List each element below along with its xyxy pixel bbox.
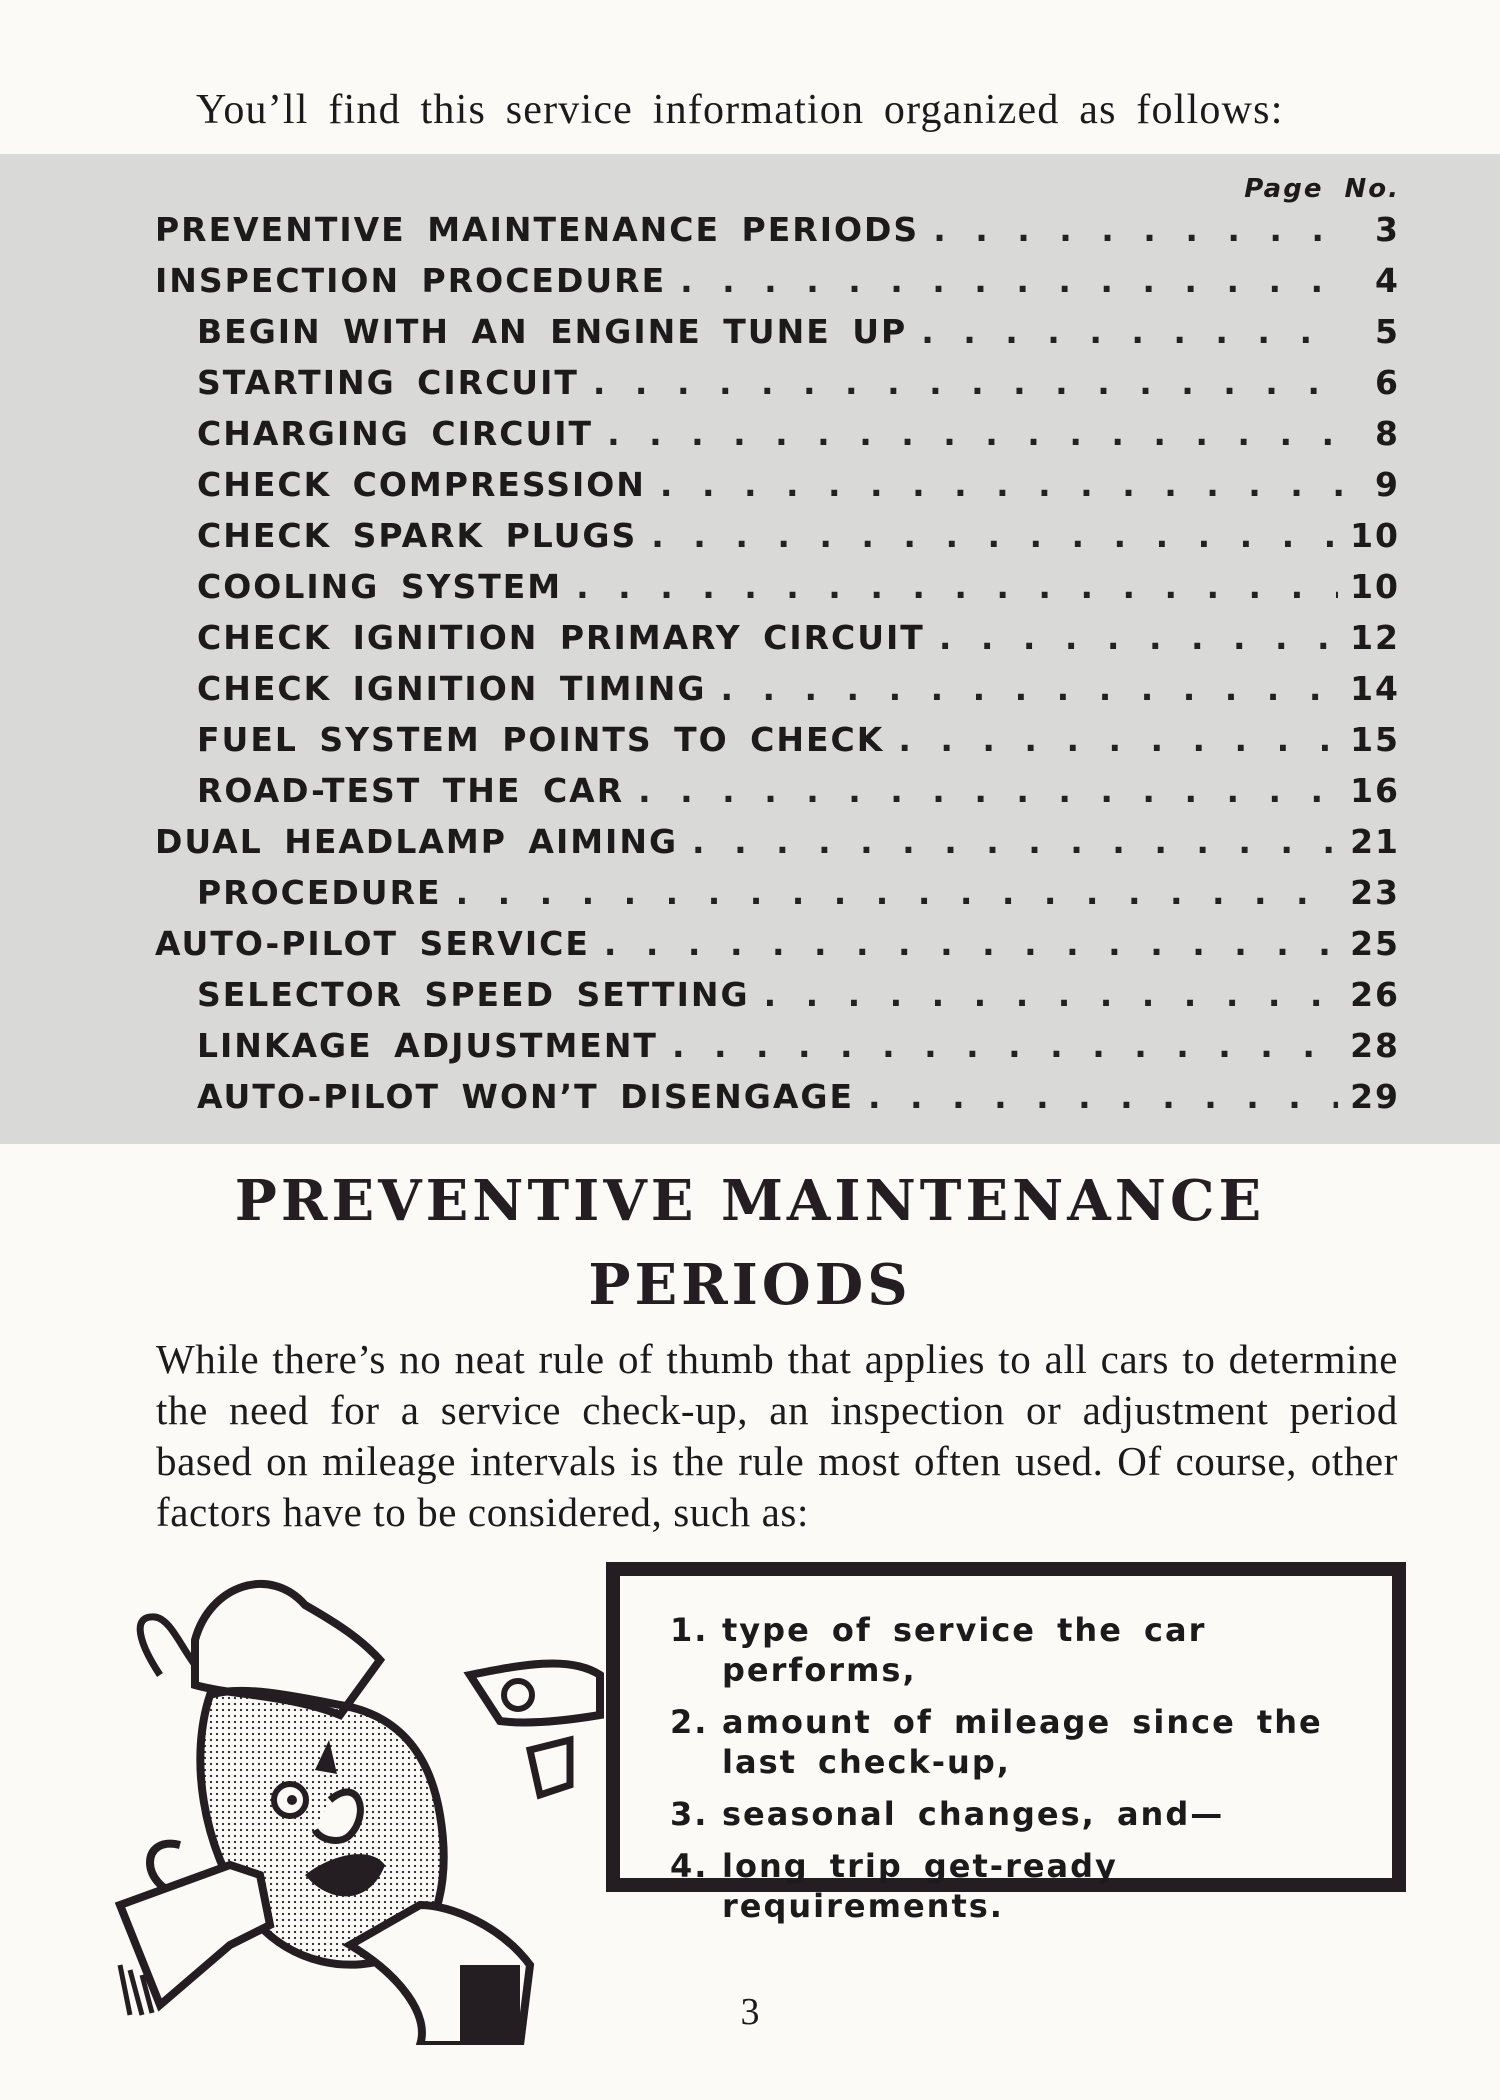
toc-leader-dots [898, 720, 1338, 759]
toc-entry-page: 15 [1350, 720, 1400, 759]
toc-leader-dots [939, 618, 1338, 657]
toc-entry-title: CHARGING CIRCUIT [197, 414, 594, 453]
toc-entry-page: 3 [1375, 210, 1400, 249]
toc-entry-title: FUEL SYSTEM POINTS TO CHECK [197, 720, 885, 759]
toc-entry-title: DUAL HEADLAMP AIMING [155, 822, 679, 861]
toc-entry [155, 567, 1400, 618]
toc-entry-title: INSPECTION PROCEDURE [155, 261, 667, 300]
toc-leader-dots [680, 261, 1344, 300]
toc-entry-page: 26 [1350, 975, 1400, 1014]
toc-entry [155, 822, 1400, 873]
toc-leader-dots [672, 1026, 1338, 1065]
toc-entry [155, 720, 1400, 771]
toc-entry [155, 924, 1400, 975]
factor-number: 3. [670, 1795, 709, 1833]
toc-entry-page: 23 [1350, 873, 1400, 912]
toc-entry [155, 975, 1400, 1026]
toc-entry-title: BEGIN WITH AN ENGINE TUNE UP [197, 312, 908, 351]
toc-leader-dots [604, 924, 1338, 963]
toc-entry [155, 771, 1400, 822]
toc-entry-title: CHECK IGNITION TIMING [197, 669, 707, 708]
toc-entry-page: 10 [1350, 567, 1400, 606]
toc-entry-title: LINKAGE ADJUSTMENT [197, 1026, 658, 1065]
intro-text: You’ll find this service information organized as follows: [196, 87, 1284, 133]
body-paragraph: While there’s no neat rule of thumb that applies to all cars to determine the need for a service check-up, an inspection or adjustment period based on mileage intervals is the rule most often used. Of course, other factors have to be considered, such as: [156, 1336, 1398, 1535]
toc-entry-title: AUTO-PILOT SERVICE [155, 924, 590, 963]
toc-entry [155, 414, 1400, 465]
toc-leader-dots [456, 873, 1339, 912]
factor-text: type of service the car performs, [722, 1611, 1207, 1689]
toc-entry [155, 618, 1400, 669]
toc-leader-dots [692, 822, 1338, 861]
toc-entry [155, 1077, 1400, 1128]
toc-entry-page: 29 [1350, 1077, 1400, 1116]
toc-leader-dots [660, 465, 1344, 504]
factor-item [670, 1702, 1362, 1782]
toc-entry [155, 261, 1400, 312]
toc-entry-title: CHECK SPARK PLUGS [197, 516, 638, 555]
toc-entry-title: PREVENTIVE MAINTENANCE PERIODS [155, 210, 920, 249]
toc-leader-dots [576, 567, 1338, 606]
toc-leader-dots [720, 669, 1338, 708]
toc-entry-page: 28 [1350, 1026, 1400, 1065]
toc-entry-page: 6 [1375, 363, 1400, 402]
mechanic-cartoon-icon [100, 1545, 660, 2045]
toc-entry [155, 516, 1400, 567]
toc-leader-dots [933, 210, 1344, 249]
factor-number: 4. [670, 1847, 709, 1885]
toc-entry-title: CHECK COMPRESSION [197, 465, 646, 504]
toc-entry-title: COOLING SYSTEM [197, 567, 563, 606]
toc-entry-page: 5 [1375, 312, 1400, 351]
toc-entry-title: STARTING CIRCUIT [197, 363, 579, 402]
toc-entry-page: 25 [1350, 924, 1400, 963]
toc-entry-title: PROCEDURE [197, 873, 442, 912]
toc-entry-page: 4 [1375, 261, 1400, 300]
factor-item [670, 1846, 1362, 1926]
factor-number: 1. [670, 1611, 709, 1649]
toc-entry [155, 363, 1400, 414]
section-heading: PREVENTIVE MAINTENANCE [234, 1168, 1266, 1234]
factor-number: 2. [670, 1703, 709, 1741]
toc-page-header: Page No. [1244, 174, 1400, 204]
toc-leader-dots [607, 414, 1344, 453]
toc-entry [155, 1026, 1400, 1077]
factor-item [670, 1794, 1362, 1834]
toc-entry-title: AUTO-PILOT WON’T DISENGAGE [197, 1077, 855, 1116]
toc-entry-title: CHECK IGNITION PRIMARY CIRCUIT [197, 618, 925, 657]
toc-entry-page: 14 [1350, 669, 1400, 708]
factor-text: amount of mileage since the last check-up, [722, 1703, 1323, 1781]
factor-text: seasonal changes, and— [722, 1795, 1225, 1833]
factor-text: long trip get-ready requirements. [722, 1847, 1118, 1925]
toc-entry-page: 21 [1350, 822, 1400, 861]
toc-entry-page: 16 [1350, 771, 1400, 810]
toc-entry [155, 669, 1400, 720]
factors-callout-box [606, 1562, 1406, 1925]
toc-list [155, 210, 1400, 1128]
factor-item [670, 1610, 1362, 1690]
page-number: 3 [740, 1991, 760, 2033]
toc-leader-dots [868, 1077, 1338, 1116]
section-heading-line2: PERIODS [588, 1252, 912, 1318]
toc-entry [155, 312, 1400, 363]
toc-entry-page: 8 [1375, 414, 1400, 453]
toc-entry-title: SELECTOR SPEED SETTING [197, 975, 750, 1014]
toc-entry [155, 873, 1400, 924]
toc-leader-dots [593, 363, 1344, 402]
toc-entry-page: 10 [1350, 516, 1400, 555]
toc-entry-title: ROAD-TEST THE CAR [197, 771, 625, 810]
toc-leader-dots [764, 975, 1339, 1014]
toc-entry-page: 9 [1375, 465, 1400, 504]
table-of-contents [0, 154, 1500, 1144]
toc-entry-page: 12 [1350, 618, 1400, 657]
toc-entry [155, 465, 1400, 516]
toc-leader-dots [638, 771, 1338, 810]
factors-list [670, 1610, 1362, 1938]
toc-entry [155, 210, 1400, 261]
toc-leader-dots [651, 516, 1338, 555]
toc-leader-dots [921, 312, 1344, 351]
